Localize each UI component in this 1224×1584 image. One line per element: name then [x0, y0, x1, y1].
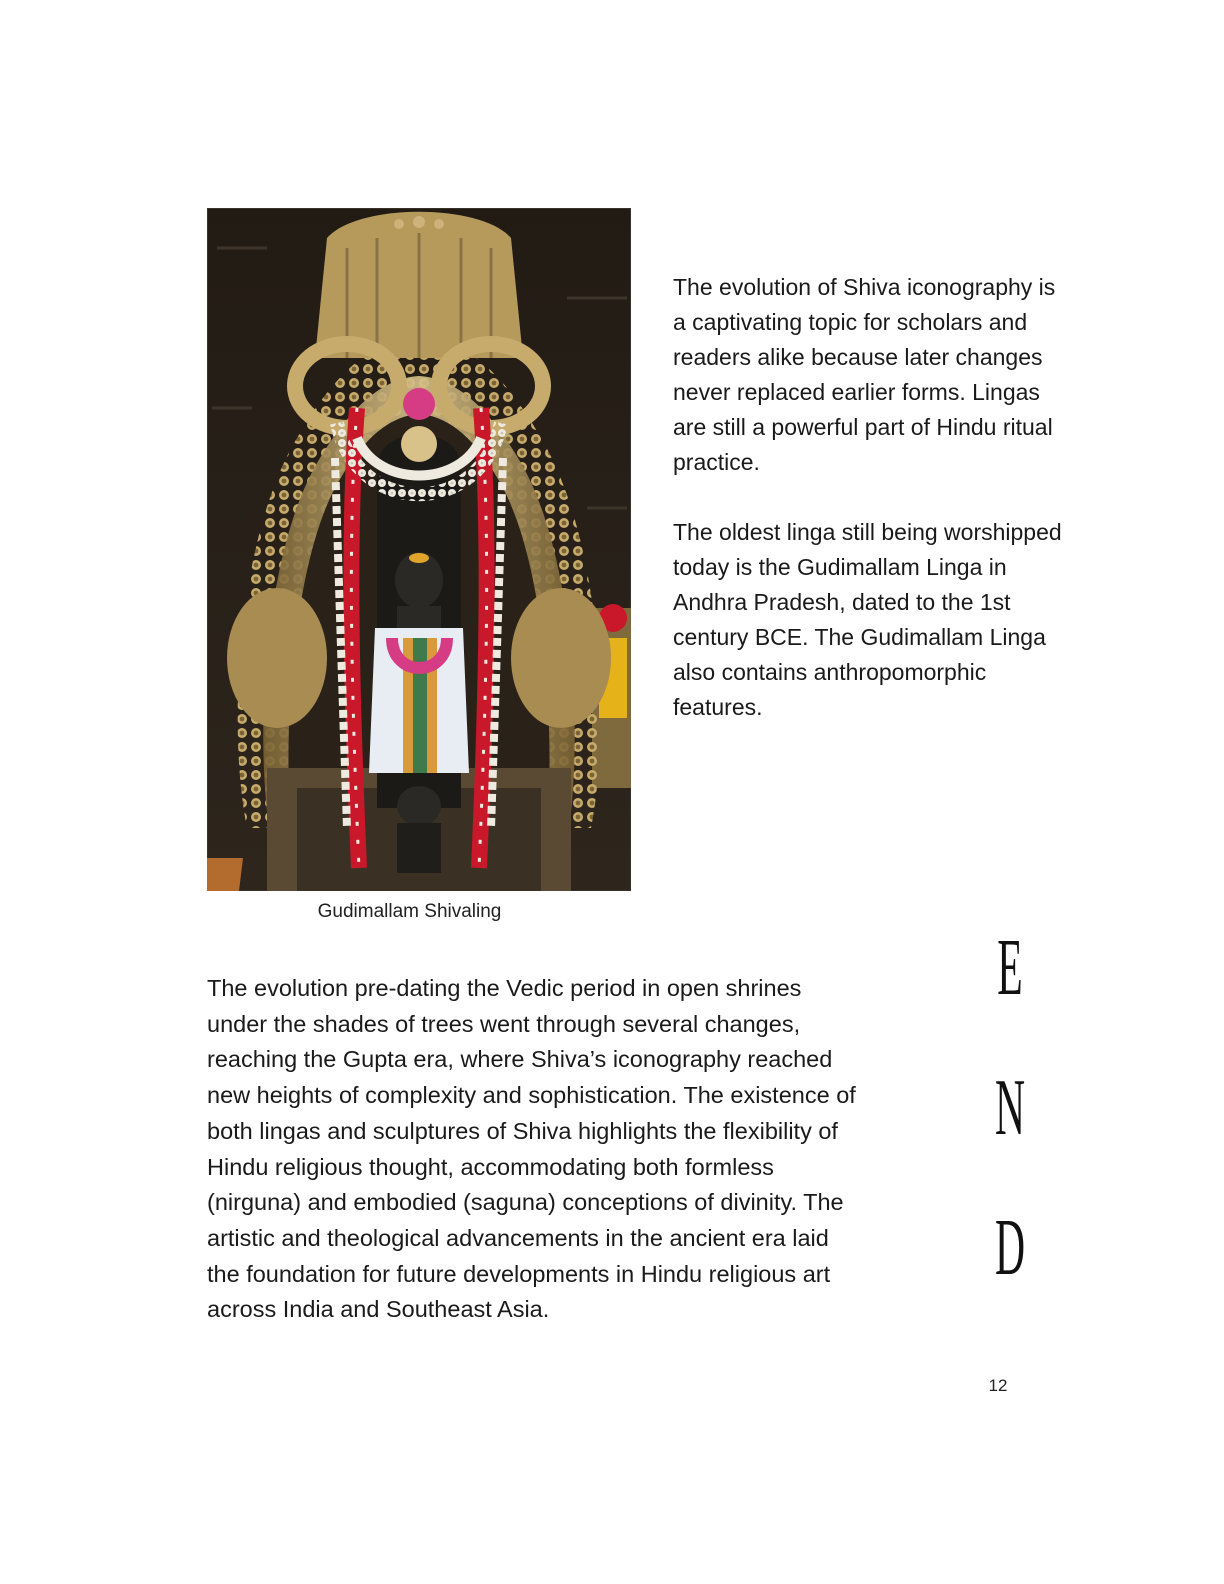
side-column-text [673, 270, 1063, 725]
main-body-text [207, 971, 867, 1328]
main-paragraph: The evolution pre-dating the Vedic period in open shrines under the shades of trees went through several changes, reaching the Gupta era, where Shiva’s iconography reached new heights of complexity and sophistication. The existence of both lingas and sculptures of Shiva highlights the flexibility of Hindu religious thought, accommodating both formless (nirguna) and embodied (saguna) conceptions of divinity. The artistic and theological advancements in the ancient era laid the foundation for future developments in Hindu religious art across India and Southeast Asia. [207, 975, 856, 1323]
end-letter-n: N [994, 1064, 1026, 1152]
figure-caption: Gudimallam Shivaling [317, 901, 502, 922]
side-paragraph: The evolution of Shiva iconography is a captivating topic for scholars and readers alike because later changes never replaced earlier forms. Lingas are still a powerful part of Hindu ritual practice. [673, 274, 1056, 475]
page-number: 12 [988, 1376, 1008, 1395]
side-paragraph: The oldest linga still being worshipped today is the Gudimallam Linga in Andhra Pradesh, dated to the 1st century BCE. The Gudimallam Linga also contains anthropomorphic features. [673, 519, 1062, 720]
end-letter-e: E [997, 924, 1023, 1012]
gudimallam-shivaling-photo [207, 208, 631, 891]
end-letter-d: D [994, 1204, 1026, 1292]
